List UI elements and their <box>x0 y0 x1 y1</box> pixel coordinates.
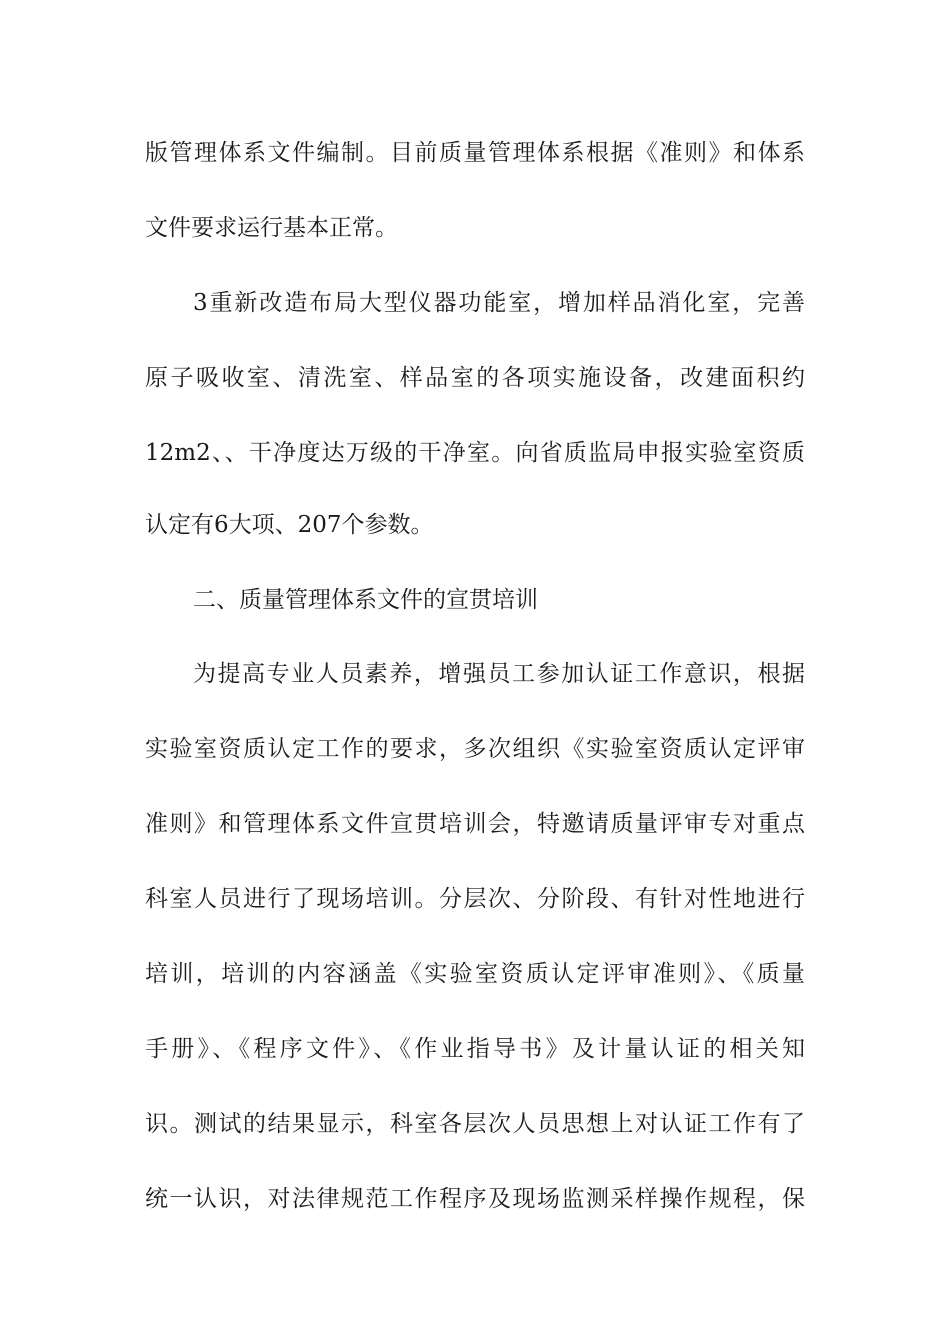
paragraph-line: 科室人员进行了现场培训。分层次、分阶段、有针对性地进行 <box>145 886 805 912</box>
section-heading: 二、质量管理体系文件的宣贯培训 <box>193 587 538 613</box>
paragraph-line: 3重新改造布局大型仪器功能室，增加样品消化室，完善 <box>193 290 805 316</box>
paragraph-line: 文件要求运行基本正常。 <box>145 215 398 241</box>
paragraph-line: 实验室资质认定工作的要求，多次组织《实验室资质认定评审 <box>145 736 805 762</box>
paragraph-line: 识。测试的结果显示，科室各层次人员思想上对认证工作有了 <box>145 1111 805 1137</box>
paragraph-line: 原子吸收室、清洗室、样品室的各项实施设备，改建面积约 <box>145 365 805 391</box>
paragraph-line: 统一认识，对法律规范工作程序及现场监测采样操作规程，保 <box>145 1186 805 1212</box>
paragraph-line: 认定有6大项、207个参数。 <box>145 512 434 538</box>
paragraph-line: 12m2、、干净度达万级的干净室。向省质监局申报实验室资质 <box>145 440 805 466</box>
paragraph-line: 培训，培训的内容涵盖《实验室资质认定评审准则》、《质量 <box>145 961 805 987</box>
paragraph-line: 版管理体系文件编制。目前质量管理体系根据《准则》和体系 <box>145 140 805 166</box>
paragraph-line: 手册》、《程序文件》、《作业指导书》及计量认证的相关知 <box>145 1036 805 1062</box>
paragraph-line: 为提高专业人员素养，增强员工参加认证工作意识，根据 <box>193 661 805 687</box>
paragraph-line: 准则》和管理体系文件宣贯培训会，特邀请质量评审专对重点 <box>145 811 805 837</box>
